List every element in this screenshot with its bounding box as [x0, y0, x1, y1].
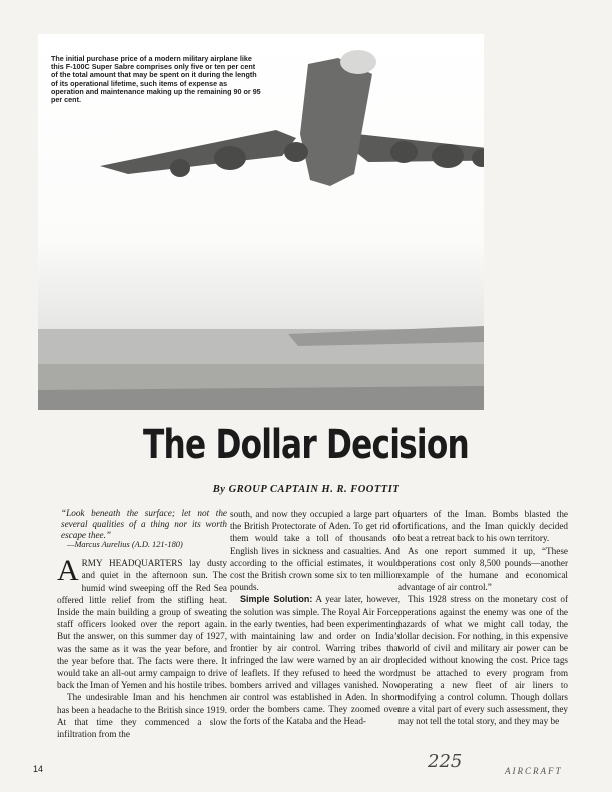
paragraph — [57, 554, 227, 691]
byline: By GROUP CAPTAIN H. R. FOOTTIT — [212, 484, 400, 495]
epigraph-attribution: —Marcus Aurelius (A.D. 121-180) — [67, 540, 183, 550]
paragraph: As one report summed it up, “These operations cost only 8,500 pounds—another example of the humane and economical advantage of air control.” — [398, 545, 568, 593]
paragraph — [230, 593, 400, 727]
paragraph-text: A year later, however, the solution was simple. The Royal Air Force, in the early twenties, had been experimenting with maintaining law and order on India’s frontier by air control. Warring tribes that infringed the law were warned by an air drop of leaflets. If they refused to heed the word, bombers arrived and villages vanished. Now air control was established in Aden. In short order the bombers came. They zoomed over the forts of the Kataba and the Head- — [230, 594, 400, 727]
article-title: The Dollar Decision — [143, 422, 469, 468]
paragraph-text: RMY HEADQUARTERS lay dusty and quiet in the afternoon sun. The humid wind sweeping off the Red Sea offered little relief from the stifling heat. Inside the main building a group of sweating staff officers looked over the report again. But the answer, on this summer day of 1927, was the same as it was the year before, and the year before that. The facts were there. It would take an all-out army campaign to drive back the Iman of Yemen and his hostile tribes. — [57, 558, 227, 691]
epigraph-text: “Look beneath the surface; let not the several qualities of a thing nor its worth escape thee.” — [61, 508, 227, 540]
column-3 — [398, 508, 568, 728]
subhead: Simple Solution: — [240, 594, 313, 605]
paragraph: The undesirable Iman and his henchmen has been a headache to the British since 1919. At that time they commenced a slow infiltration from the — [57, 692, 227, 740]
column-1 — [57, 508, 227, 740]
page-number: 14 — [33, 764, 44, 774]
paragraph: south, and now they occupied a large part of the British Protectorate of Aden. To get rid of them would take a toll of thousands of English lives in sickness and casualties. And according to the official estimates, it would cost the British crown some six to ten million pounds. — [230, 509, 400, 593]
handwritten-note: 225 — [428, 751, 463, 772]
epigraph — [57, 508, 227, 551]
photo-caption: The initial purchase price of a modern military airplane like this F-100C Super Sabre comprises only five or ten per cent of the total amount that may be spent on it during the length of its operational lifetime, such items of expense as operation and maintenance making up the remaining 90 or 95 per cent. — [51, 54, 261, 105]
paragraph: quarters of the Iman. Bombs blasted the fortifications, and the Iman quickly decided to beat a retreat back to his own territory. — [398, 509, 568, 544]
paragraph: This 1928 stress on the monetary cost of operations against the enemy was one of the hazards of what we might call today, the dollar decision. For nothing, in this expensive world of civil and military air power can be decided without knowing the cost. Price tags must be attached to every program from operating a new fleet of air liners to modifying a control column. Though dollars are a vital part of every such assessment, they may not tell the total story, and they may be — [398, 594, 568, 727]
column-2 — [230, 508, 400, 728]
magazine-name: AIRCRAFT — [505, 766, 563, 776]
drop-cap: A — [57, 554, 79, 588]
